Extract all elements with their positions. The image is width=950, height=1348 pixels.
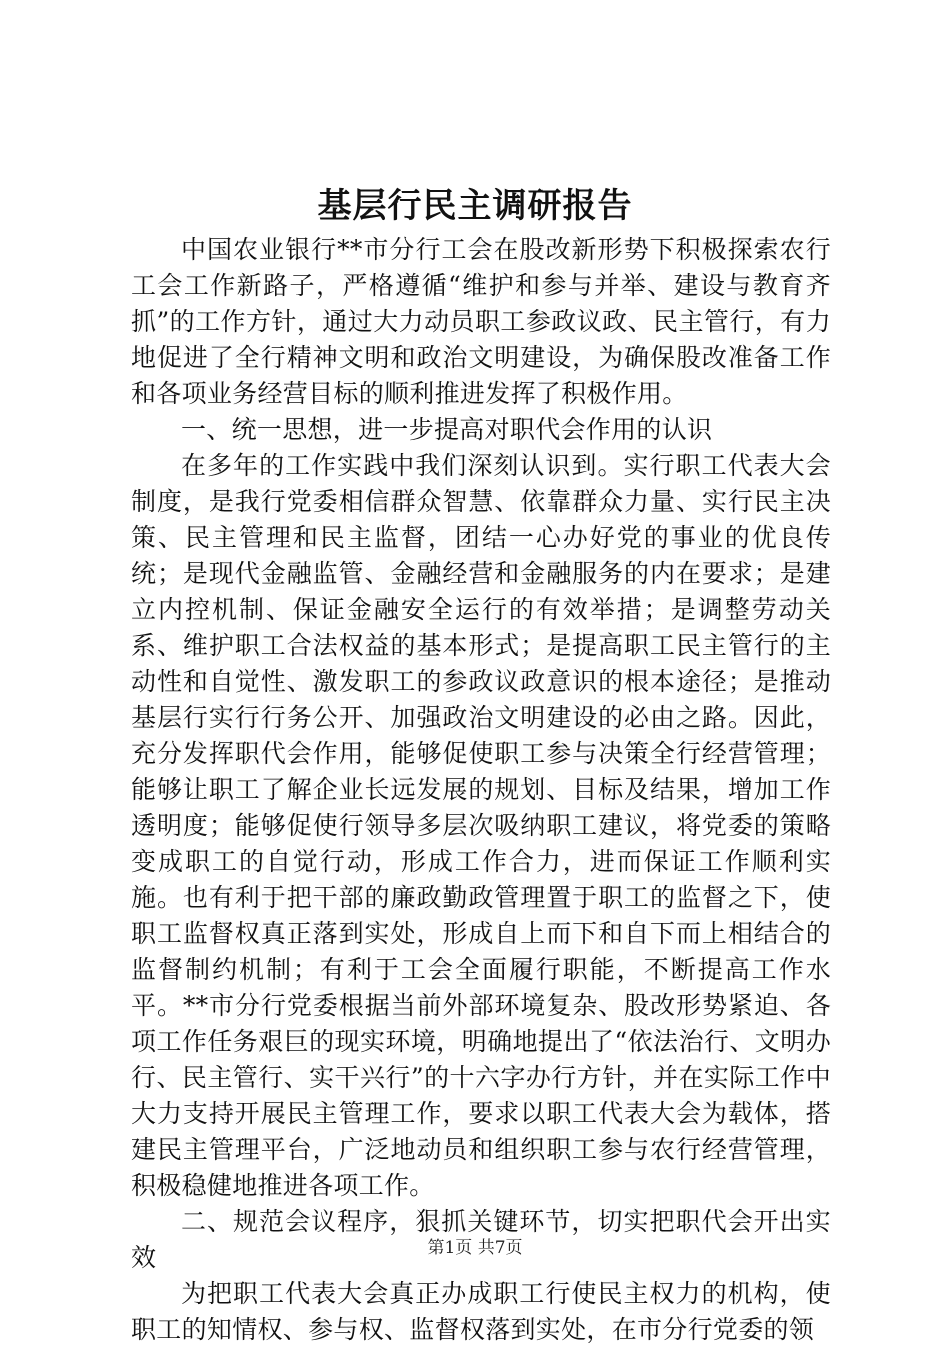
document-title: 基层行民主调研报告 — [317, 186, 633, 226]
document-body — [131, 232, 831, 1348]
page-number-footer: 第1页 共7页 — [427, 1238, 523, 1258]
section-heading-1: 一、统一思想，进一步提高对职代会作用的认识 — [181, 415, 713, 444]
paragraph-intro: 中国农业银行**市分行工会在股改新形势下积极探索农行工会工作新路子，严格遵循“维护和参与并举、建设与教育齐抓”的工作方针，通过大力动员职工参政议政、民主管行，有力地促进了全行精神文明和政治文明建设，为确保股改准备工作和各项业务经营目标的顺利推进发挥了积极作用。 — [131, 235, 831, 408]
paragraph-section-2: 为把职工代表大会真正办成职工行使民主权力的机构，使职工的知情权、参与权、监督权落到实处，在市分行党委的领 — [131, 1279, 831, 1344]
paragraph-section-1: 在多年的工作实践中我们深刻认识到。实行职工代表大会制度，是我行党委相信群众智慧、依靠群众力量、实行民主决策、民主管理和民主监督，团结一心办好党的事业的优良传统；是现代金融监管、金融经营和金融服务的内在要求；是建立内控机制、保证金融安全运行的有效举措；是调整劳动关系、维护职工合法权益的基本形式；是提高职工民主管行的主动性和自觉性、激发职工的参政议政意识的根本途径；是推动基层行实行行务公开、加强政治文明建设的必由之路。因此，充分发挥职代会作用，能够促使职工参与决策全行经营管理；能够让职工了解企业长远发展的规划、目标及结果，增加工作透明度；能够促使行领导多层次吸纳职工建议，将党委的策略变成职工的自觉行动，形成工作合力，进而保证工作顺利实施。也有利于把干部的廉政勤政管理置于职工的监督之下，使职工监督权真正落到实处，形成自上而下和自下而上相结合的监督制约机制；有利于工会全面履行职能，不断提高工作水平。**市分行党委根据当前外部环境复杂、股改形势紧迫、各项工作任务艰巨的现实环境，明确地提出了“依法治行、文明办行、民主管行、实干兴行”的十六字办行方针，并在实际工作中大力支持开展民主管理工作，要求以职工代表大会为载体，搭建民主管理平台，广泛地动员和组织职工参与农行经营管理，积极稳健地推进各项工作。 — [131, 451, 831, 1200]
section-heading-2: 二、规范会议程序，狠抓关键环节，切实把职代会开出实效 — [131, 1207, 831, 1272]
